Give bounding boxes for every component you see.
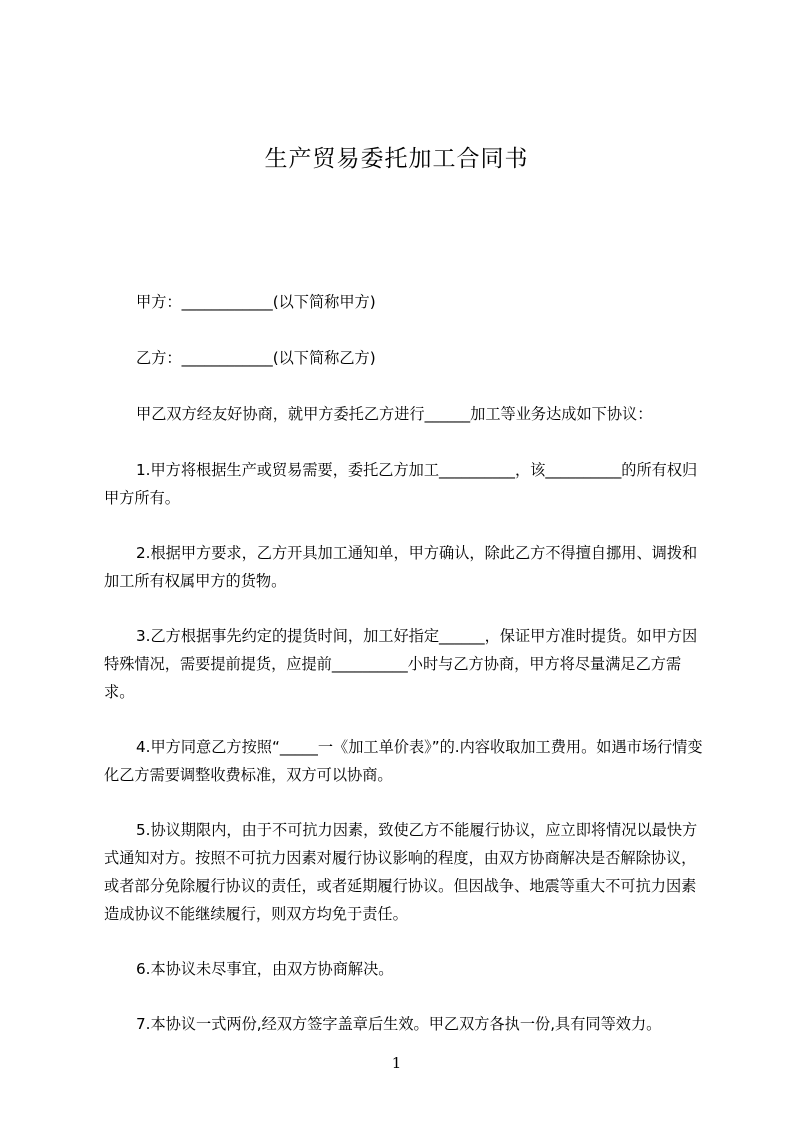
clause-1: 1.甲方将根据生产或贸易需要，委托乙方加工__________，该__________的所有权归甲方所有。 [104,461,698,507]
clause-6: 6.本协议未尽事宜，由双方协商解决。 [136,960,394,978]
clause-3: 3.乙方根据事先约定的提货时间，加工好指定______，保证甲方准时提货。如甲方因特殊情况，需要提前提货，应提前__________小时与乙方协商，甲方将尽量满足乙方需求。 [104,627,698,701]
clause-2: 2.根据甲方要求，乙方开具加工通知单，甲方确认，除此乙方不得擅自挪用、调拨和加工所有权属甲方的货物。 [104,544,698,590]
party-b-line: 乙方：____________(以下简称乙方) [136,349,376,367]
document-title: 生产贸易委托加工合同书 [264,146,529,172]
clause-5: 5.协议期限内，由于不可抗力因素，致使乙方不能履行协议，应立即将情况以最快方式通知对方。按照不可抗力因素对履行协议影响的程度，由双方协商解决是否解除协议，或者部分免除履行协议的责任，或者延期履行协议。但因战争、地震等重大不可抗力因素造成协议不能继续履行，则双方均免于责任。 [104,821,698,923]
document-body [104,288,710,1038]
page-number: 1 [391,1054,402,1072]
party-a-line: 甲方：____________(以下简称甲方) [136,293,376,311]
clause-4: 4.甲方同意乙方按照“_____一《加工单价表》”的.内容收取加工费用。如遇市场行情变化乙方需要调整收费标准，双方可以协商。 [104,738,703,784]
clause-7: 7.本协议一式两份,经双方签字盖章后生效。甲乙双方各执一份,具有同等效力。 [136,1015,662,1033]
agreement-intro: 甲乙双方经友好协商，就甲方委托乙方进行______加工等业务达成如下协议： [136,405,653,423]
